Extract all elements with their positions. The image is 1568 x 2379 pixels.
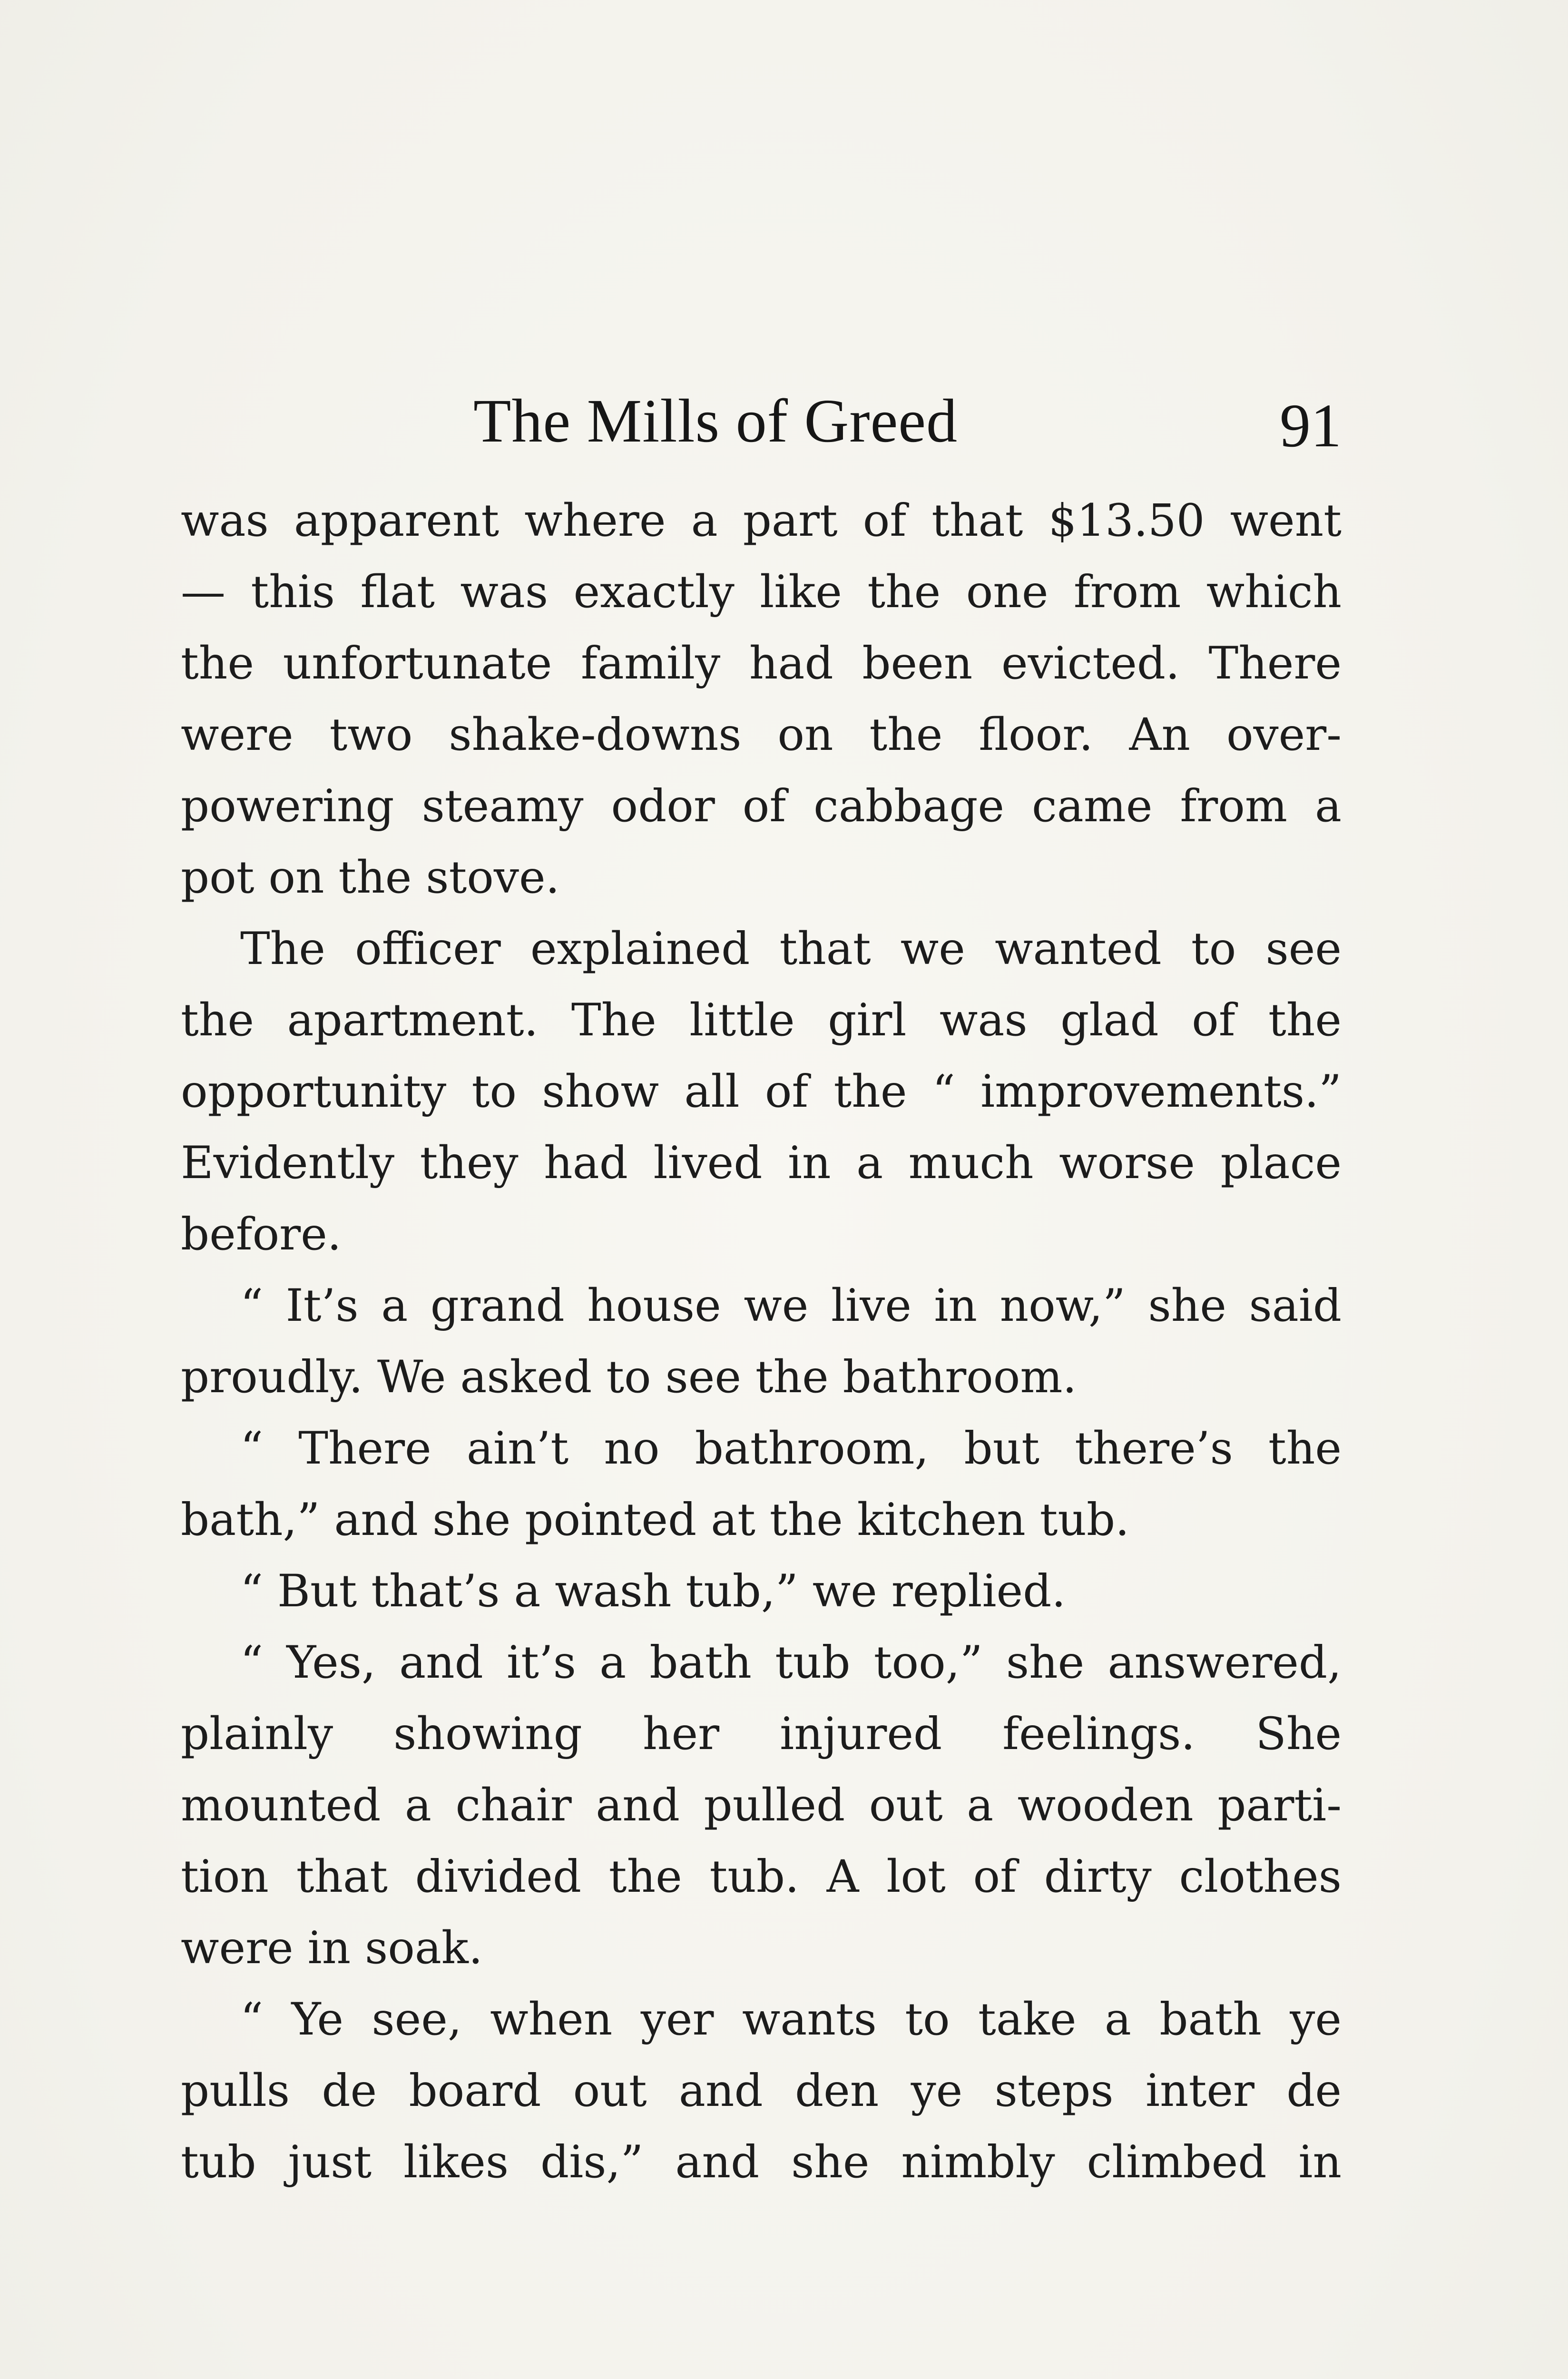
text-line: before. [181,1209,342,1260]
text-line: pulls de board out and den ye steps inter de [181,2065,1342,2117]
text-line: opportunity to show all of the “ improvements.” [181,1066,1342,1118]
text-line: pot on the stove. [181,852,560,904]
running-title: The Mills of Greed [473,387,958,455]
text-line: tion that divided the tub. A lot of dirty clothes [181,1851,1342,1903]
text-line: mounted a chair and pulled out a wooden parti- [181,1779,1342,1831]
text-line: “ Ye see, when yer wants to take a bath ye [240,1994,1342,2045]
text-line: were in soak. [181,1922,483,1974]
text-line: “ But that’s a wash tub,” we replied. [240,1565,1066,1617]
text-line: plainly showing her injured feelings. She [181,1708,1342,1760]
body-text [181,485,1342,2198]
text-line: “ It’s a grand house we live in now,” she said [240,1280,1342,1332]
text-line: “ There ain’t no bathroom, but there’s the [240,1423,1342,1475]
text-line: The officer explained that we wanted to see [240,923,1342,975]
running-head [181,376,1342,460]
text-line: bath,” and she pointed at the kitchen tub. [181,1494,1130,1546]
text-line: were two shake-downs on the floor. An over- [181,709,1342,761]
page-number: 91 [1280,392,1342,460]
text-line: the unfortunate family had been evicted. There [181,638,1342,689]
text-line: the apartment. The little girl was glad of the [181,994,1342,1046]
text-line: Evidently they had lived in a much worse place [181,1137,1342,1189]
text-line: “ Yes, and it’s a bath tub too,” she answered, [240,1637,1342,1689]
text-line: powering steamy odor of cabbage came from a [181,780,1342,832]
text-line: tub just likes dis,” and she nimbly climbed in [181,2136,1342,2188]
text-line: proudly. We asked to see the bathroom. [181,1351,1077,1403]
text-line: — this flat was exactly like the one from which [181,566,1342,618]
text-line: was apparent where a part of that $13.50 went [181,495,1342,547]
